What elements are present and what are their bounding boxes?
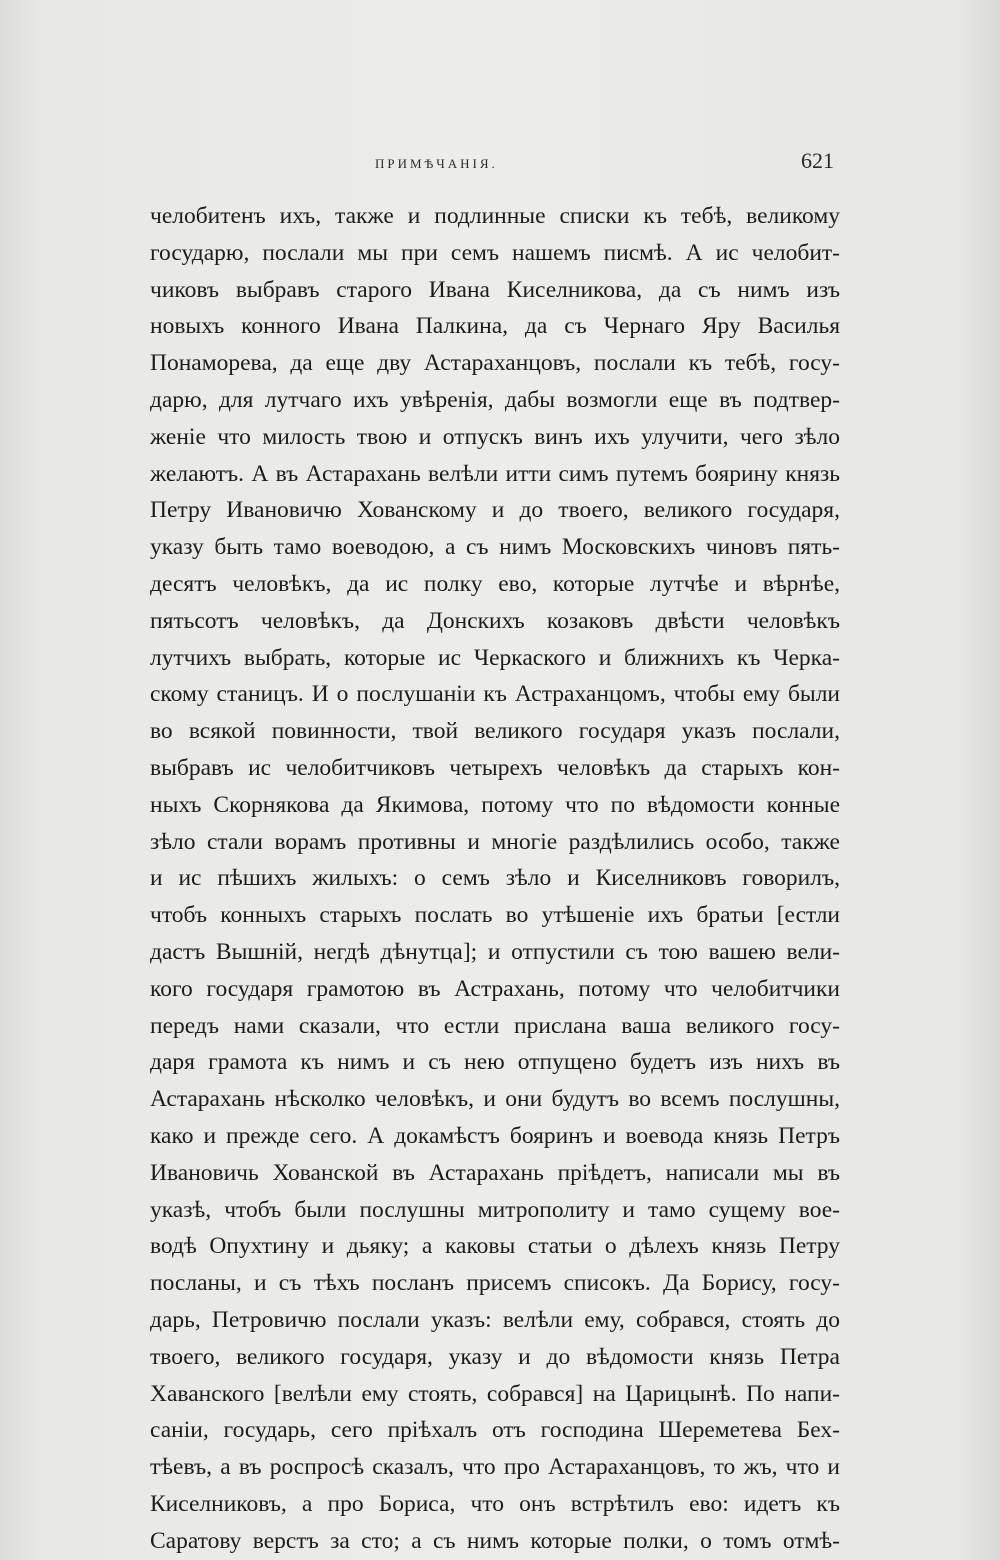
page-number: 621 [801,148,834,173]
text-line: како и прежде сего. А докамѣстъ бояринъ и воевода князь Петръ [150,1122,840,1149]
text-line: скому станицъ. И о послушаніи къ Астраханцомъ, чтобы ему были [150,681,840,708]
text-line: во всякой повинности, твой великого государя указъ послали, [150,718,840,745]
text-line: даря грамота къ нимъ и съ нею отпущено будетъ изъ нихъ въ [150,1049,840,1076]
text-line: кого государя грамотою въ Астрахань, потому что челобитчики [150,975,840,1002]
text-line: Астарахань нѣсколко человѣкъ, и они будутъ во всемъ послушны, [150,1086,840,1113]
text-line: указу быть тамо воеводою, а съ нимъ Московскихъ чиновъ пять- [150,534,840,561]
text-line: твоего, великого государя, указу и до вѣдомости князь Петра [150,1343,840,1370]
text-line: Хаванского [велѣли ему стоять, собрався] на Царицынѣ. По напи- [150,1380,840,1407]
text-line: женіе что милость твою и отпускъ винъ ихъ улучити, чего зѣло [150,423,840,450]
text-line: десятъ человѣкъ, да ис полку ево, которые лутчѣе и вѣрнѣе, [150,570,840,597]
text-line: указѣ, чтобъ были послушны митрополиту и тамо сущему вое- [150,1196,840,1223]
text-line: Саратову верстъ за сто; а съ нимъ которые полки, о томъ отмѣ- [150,1527,840,1554]
text-line: зѣло стали ворамъ противны и многіе раздѣлились особо, также [150,828,840,855]
running-head [150,148,840,178]
text-line: тѣевъ, а въ роспросѣ сказалъ, что про Астараханцовъ, то жъ, что и [150,1454,840,1481]
body-text [150,198,840,1559]
text-line: чтобъ конныхъ старыхъ послать во утѣшеніе ихъ братьи [естли [150,902,840,929]
text-line: дарь, Петровичю послали указъ: велѣли ему, собрався, стоять до [150,1306,840,1333]
text-line: выбравъ ис челобитчиковъ четырехъ человѣкъ да старыхъ кон- [150,754,840,781]
text-line: новыхъ конного Ивана Палкина, да съ Чернаго Яру Василья [150,313,840,340]
text-line: дарю, для лутчаго ихъ увѣренія, дабы возмогли еще въ подтвер- [150,386,840,413]
text-line: саніи, государь, сего пріѣхалъ отъ господина Шереметева Бех- [150,1417,840,1444]
text-line: посланы, и съ тѣхъ посланъ присемъ списокъ. Да Борису, госу- [150,1270,840,1297]
text-line: челобитенъ ихъ, также и подлинные списки къ тебѣ, великому [150,203,840,229]
text-line: Киселниковъ, а про Бориса, что онъ встрѣтилъ ево: идетъ къ [150,1490,840,1517]
text-line: дастъ Вышній, негдѣ дѣнутца]; и отпустили съ тою вашею вели- [150,938,840,965]
text-line: лутчихъ выбрать, которые ис Черкаского и ближнихъ къ Черка- [150,644,840,671]
text-line: государю, послали мы при семъ нашемъ писмѣ. А ис челобит- [150,239,840,266]
text-line: чиковъ выбравъ старого Ивана Киселникова, да съ нимъ изъ [150,276,840,303]
text-line: желаютъ. А въ Астарахань велѣли итти симъ путемъ боярину князь [150,460,840,487]
text-line: и ис пѣшихъ жилыхъ: о семъ зѣло и Киселниковъ говорилъ, [150,865,840,892]
text-line: передъ нами сказали, что естли прислана ваша великого госу- [150,1012,840,1039]
text-line: пятьсотъ человѣкъ, да Донскихъ козаковъ двѣсти человѣкъ [150,607,840,634]
text-line: Понаморева, да еще дву Астараханцовъ, послали къ тебѣ, госу- [150,350,840,377]
text-line: ныхъ Скорнякова да Якимова, потому что по вѣдомости конные [150,791,840,818]
text-line: Петру Ивановичю Хованскому и до твоего, великого государя, [150,497,840,524]
running-head-title: ПРИМѢЧАНІЯ. [375,156,498,171]
text-line: Ивановичь Хованской въ Астарахань пріѣдетъ, написали мы въ [150,1159,840,1186]
text-line: водѣ Опухтину и дьяку; а каковы статьи о дѣлехъ князь Петру [150,1233,840,1260]
